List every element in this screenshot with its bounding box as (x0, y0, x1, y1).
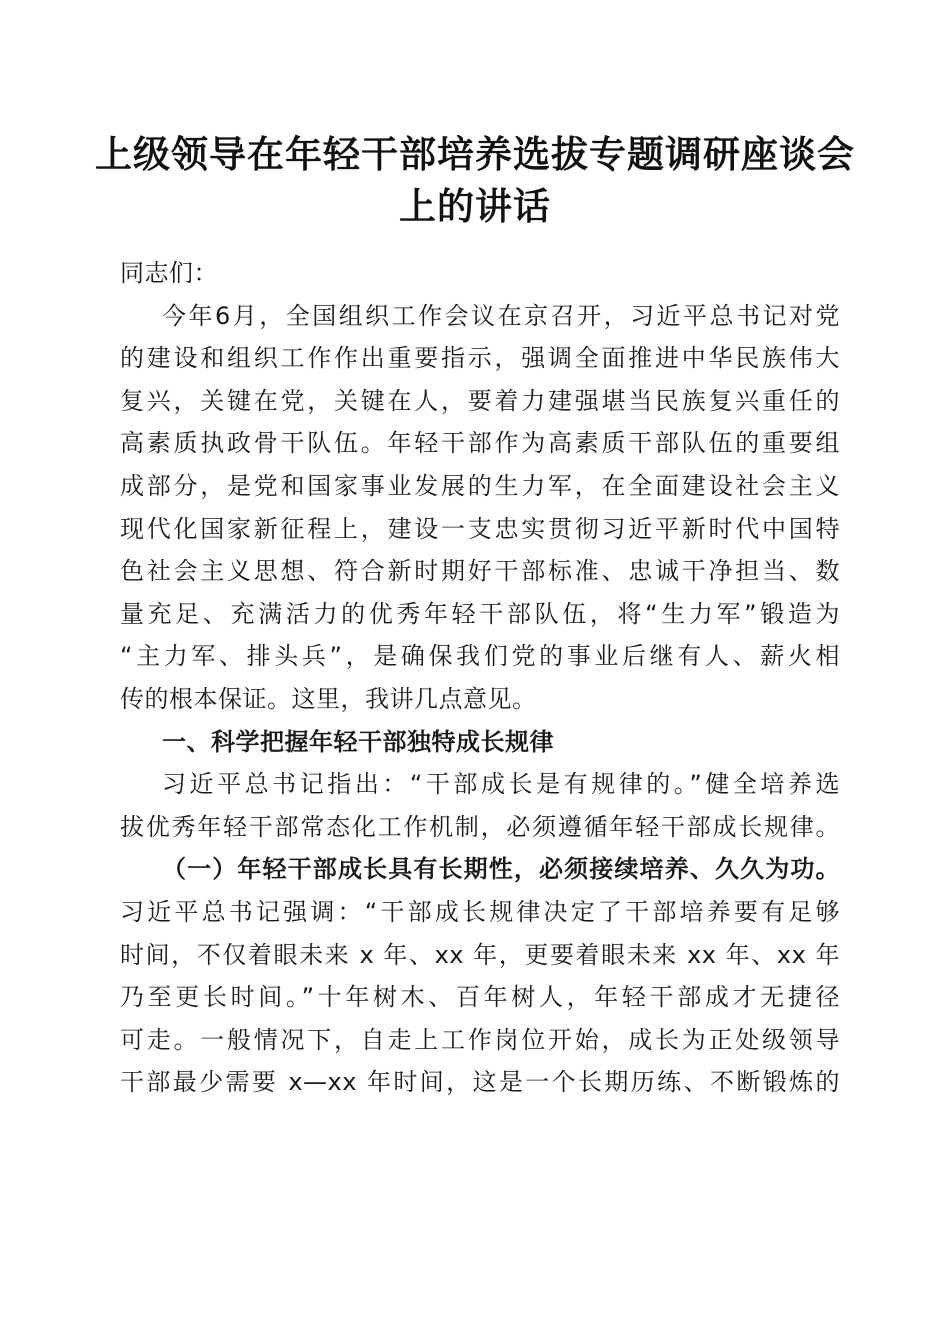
paragraph-line: 可走。一般情况下，自走上工作岗位开始，成长为正处级领导 (120, 1025, 840, 1054)
section-heading: 一、科学把握年轻干部独特成长规律 (162, 727, 554, 756)
paragraph-line: 拔优秀年轻干部常态化工作机制，必须遵循年轻干部成长规律。 (120, 812, 840, 841)
paragraph-line: 高素质执政骨干队伍。年轻干部作为高素质干部队伍的重要组 (120, 429, 840, 458)
paragraph-line: 习近平总书记强调：“干部成长规律决定了干部培养要有足够 (120, 897, 840, 926)
paragraph-line: 的建设和组织工作作出重要指示，强调全面推进中华民族伟大 (120, 344, 840, 373)
document-body (120, 252, 840, 1104)
title-line: 上级领导在年轻干部培养选拔专题调研座谈会 (95, 132, 855, 176)
paragraph-line: 今年6月，全国组织工作会议在京召开，习近平总书记对党 (162, 301, 840, 330)
subsection-heading: （一）年轻干部成长具有长期性，必须接续培养、久久为功。 (162, 855, 840, 884)
paragraph-line: 成部分，是党和国家事业发展的生力军，在全面建设社会主义 (120, 471, 840, 500)
title-line: 上的讲话 (399, 184, 551, 228)
paragraph-line: 习近平总书记指出：“干部成长是有规律的。”健全培养选 (162, 770, 840, 799)
paragraph-line: 乃至更长时间。”十年树木、百年树人，年轻干部成才无捷径 (120, 983, 840, 1012)
paragraph-line: 现代化国家新征程上，建设一支忠实贯彻习近平新时代中国特 (120, 514, 840, 543)
paragraph-line: 干部最少需要 x—xx 年时间，这是一个长期历练、不断锻炼的 (120, 1068, 840, 1097)
paragraph-line: 时间，不仅着眼未来 x 年、xx 年，更要着眼未来 xx 年、xx 年 (120, 940, 840, 969)
paragraph-line: “主力军、排头兵”，是确保我们党的事业后继有人、薪火相 (120, 642, 840, 671)
paragraph-line: 传的根本保证。这里，我讲几点意见。 (120, 684, 537, 713)
document-title (80, 128, 870, 232)
paragraph-line: 色社会主义思想、符合新时期好干部标准、忠诚干净担当、数 (120, 557, 840, 586)
paragraph-line: 复兴，关键在党，关键在人，要着力建强堪当民族复兴重任的 (120, 386, 840, 415)
paragraph-line: 量充足、充满活力的优秀年轻干部队伍，将“生力军”锻造为 (120, 599, 840, 628)
salutation: 同志们： (120, 259, 218, 287)
